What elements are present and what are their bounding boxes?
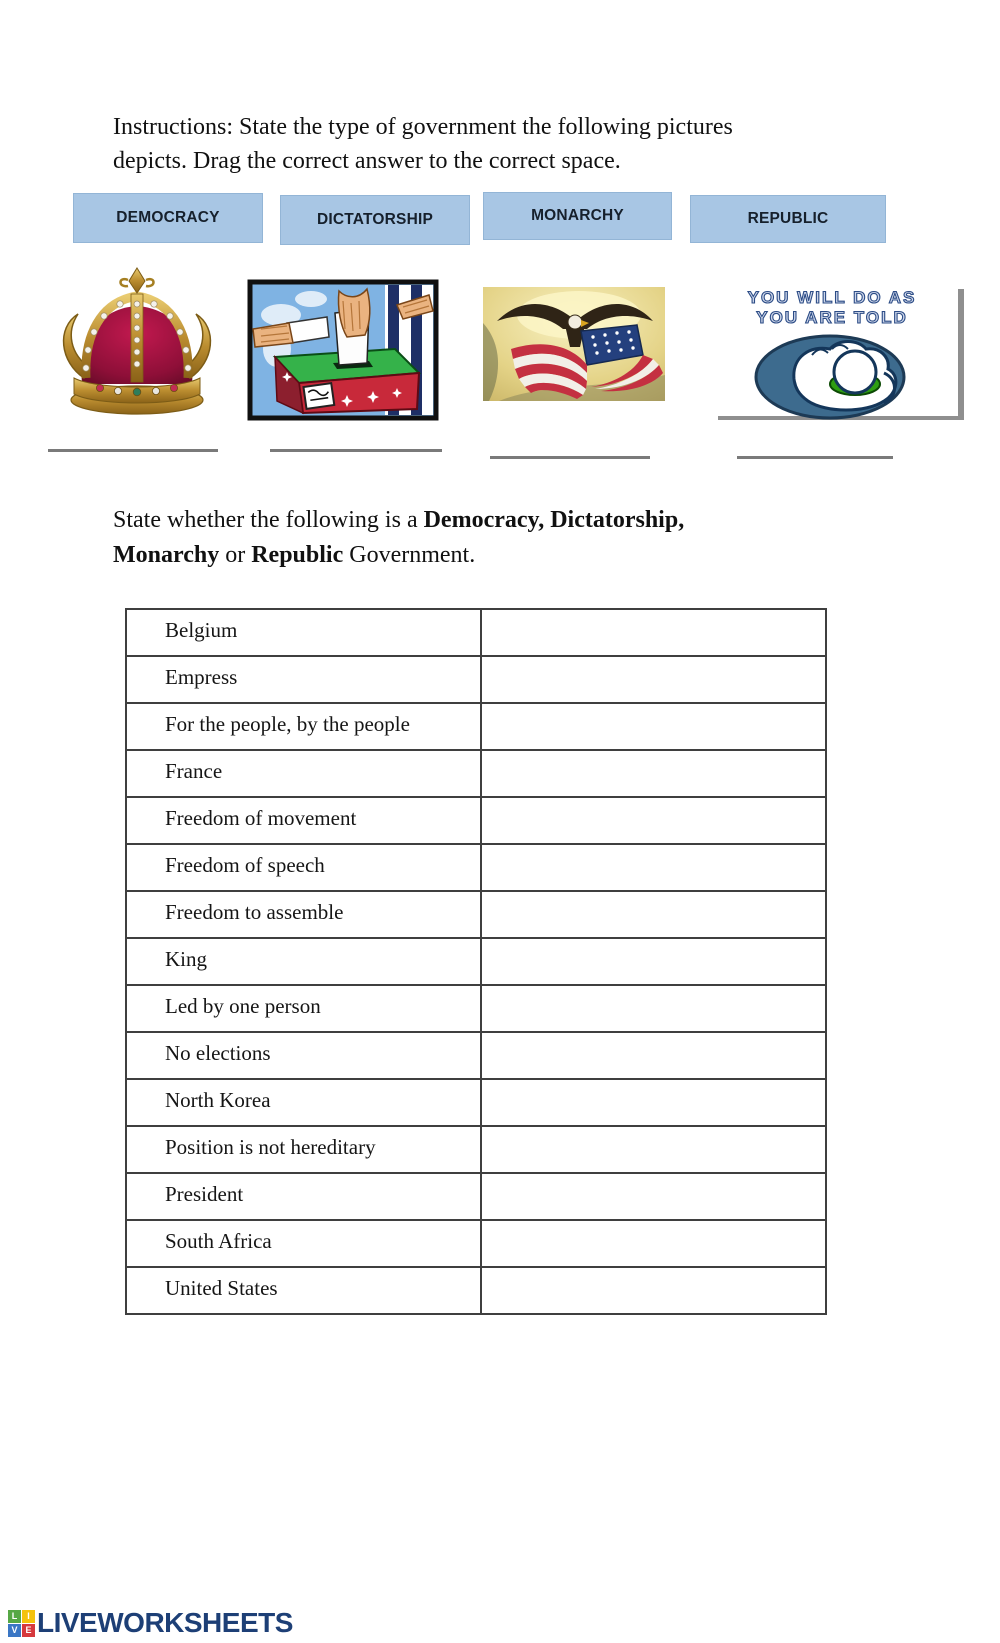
heading-seg-3: Monarchy xyxy=(113,542,220,568)
drag-option-dictatorship[interactable]: DICTATORSHIP xyxy=(280,195,470,245)
heading-seg-2: Democracy, Dictatorship, xyxy=(423,507,685,533)
table-prompt: No elections xyxy=(126,1032,481,1079)
table-row xyxy=(126,750,826,797)
answer-cell[interactable] xyxy=(481,985,826,1032)
table-row xyxy=(126,1079,826,1126)
drop-blank-2[interactable] xyxy=(270,449,442,452)
table-prompt: Belgium xyxy=(126,609,481,656)
section2-heading xyxy=(113,503,893,573)
told-text-line1: YOU WILL DO AS xyxy=(747,288,917,307)
table-row xyxy=(126,844,826,891)
table-row xyxy=(126,938,826,985)
told-text-line2: YOU ARE TOLD xyxy=(756,308,908,327)
answer-cell[interactable] xyxy=(481,891,826,938)
table-prompt: Freedom to assemble xyxy=(126,891,481,938)
answer-cell[interactable] xyxy=(481,750,826,797)
table-row xyxy=(126,1220,826,1267)
classification-table xyxy=(125,608,827,1315)
drag-option-monarchy[interactable]: MONARCHY xyxy=(483,192,672,240)
liveworksheets-wordmark: LIVEWORKSHEETS xyxy=(37,1607,293,1638)
heading-seg-1: State whether the following is a xyxy=(113,507,424,533)
heading-seg-5: Republic xyxy=(251,542,344,568)
table-prompt: Led by one person xyxy=(126,985,481,1032)
table-row xyxy=(126,797,826,844)
table-row xyxy=(126,609,826,656)
logo-square-e: E xyxy=(22,1624,35,1637)
royal-crown-image xyxy=(48,262,226,422)
answer-cell[interactable] xyxy=(481,1220,826,1267)
table-row xyxy=(126,1267,826,1314)
instructions-line-2: depicts. Drag the correct answer to the correct space. xyxy=(113,148,621,174)
table-row xyxy=(126,985,826,1032)
table-prompt: South Africa xyxy=(126,1220,481,1267)
table-prompt: North Korea xyxy=(126,1079,481,1126)
table-prompt: King xyxy=(126,938,481,985)
answer-cell[interactable] xyxy=(481,1267,826,1314)
table-prompt: Freedom of speech xyxy=(126,844,481,891)
eagle-flag-image xyxy=(483,287,665,401)
answer-cell[interactable] xyxy=(481,938,826,985)
logo-square-l: L xyxy=(8,1610,21,1623)
table-row xyxy=(126,703,826,750)
table-row xyxy=(126,1032,826,1079)
logo-square-v: V xyxy=(8,1624,21,1637)
pointing-finger-image xyxy=(708,281,966,425)
table-prompt: Position is not hereditary xyxy=(126,1126,481,1173)
answer-cell[interactable] xyxy=(481,1173,826,1220)
instructions-text xyxy=(113,110,903,178)
drop-blank-1[interactable] xyxy=(48,449,218,452)
answer-cell[interactable] xyxy=(481,1032,826,1079)
logo-square-i: I xyxy=(22,1610,35,1623)
answer-cell[interactable] xyxy=(481,1126,826,1173)
heading-seg-4: or xyxy=(219,542,252,568)
table-row xyxy=(126,1173,826,1220)
drop-blank-3[interactable] xyxy=(490,456,650,459)
liveworksheets-logo xyxy=(8,1605,293,1641)
answer-cell[interactable] xyxy=(481,1079,826,1126)
drop-blank-4[interactable] xyxy=(737,456,893,459)
table-row xyxy=(126,891,826,938)
table-prompt: Freedom of movement xyxy=(126,797,481,844)
table-row xyxy=(126,1126,826,1173)
table-prompt: President xyxy=(126,1173,481,1220)
answer-cell[interactable] xyxy=(481,797,826,844)
answer-cell[interactable] xyxy=(481,609,826,656)
table-prompt: For the people, by the people xyxy=(126,703,481,750)
instructions-line-1: Instructions: State the type of government the following pictures xyxy=(113,114,733,140)
table-row xyxy=(126,656,826,703)
table-prompt: United States xyxy=(126,1267,481,1314)
answer-cell[interactable] xyxy=(481,844,826,891)
answer-cell[interactable] xyxy=(481,703,826,750)
answer-cell[interactable] xyxy=(481,656,826,703)
drag-option-republic[interactable]: REPUBLIC xyxy=(690,195,886,243)
liveworksheets-icon xyxy=(8,1610,35,1637)
table-prompt: Empress xyxy=(126,656,481,703)
table-prompt: France xyxy=(126,750,481,797)
heading-seg-6: Government. xyxy=(343,542,476,568)
drag-option-democracy[interactable]: DEMOCRACY xyxy=(73,193,263,243)
ballot-box-image xyxy=(247,279,439,421)
